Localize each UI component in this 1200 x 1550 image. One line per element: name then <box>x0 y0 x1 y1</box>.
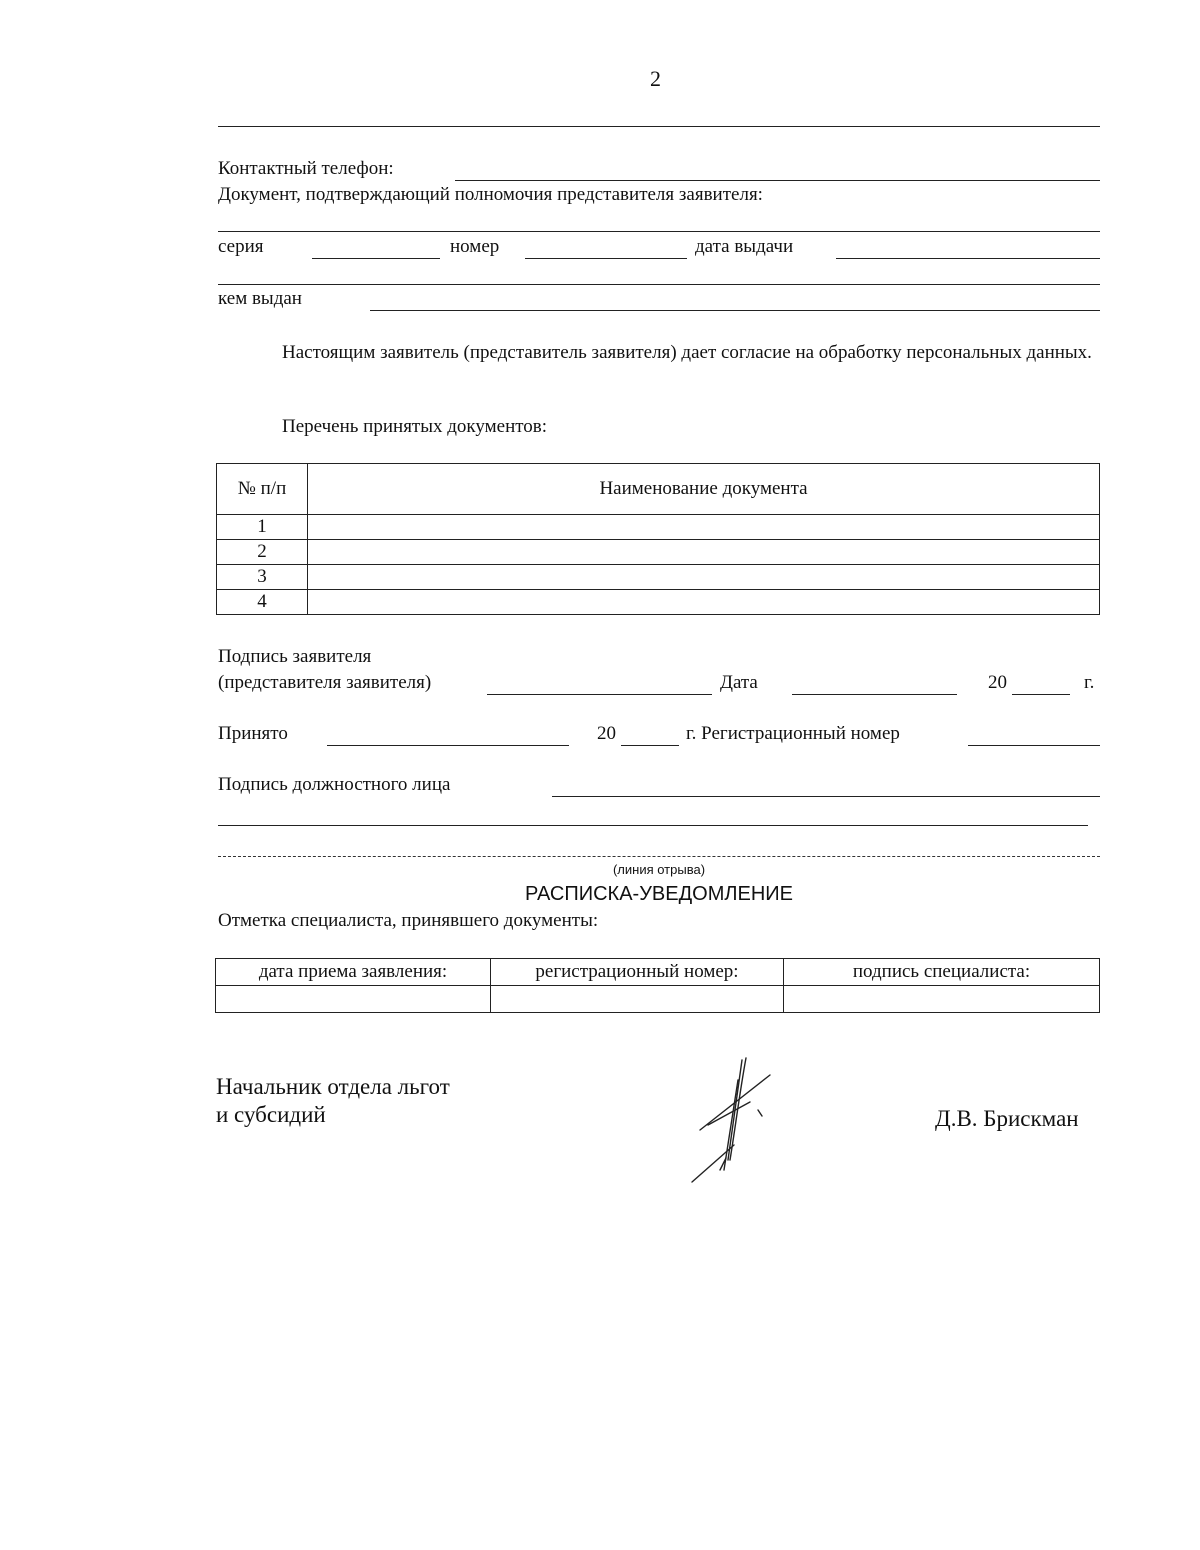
col-name-header: Наименование документа <box>308 464 1100 515</box>
documents-table <box>216 463 1100 615</box>
position-line-2: и субсидий <box>216 1102 326 1127</box>
year-suffix: г. <box>1084 672 1095 693</box>
receipt-table <box>215 958 1100 1013</box>
extra-rule <box>218 284 1100 285</box>
applicant-sign-label-1: Подпись заявителя <box>218 646 372 667</box>
date-field[interactable] <box>792 672 957 695</box>
top-rule <box>218 126 1100 127</box>
date-label: Дата <box>720 672 758 693</box>
applicant-sign-label-2: (представителя заявителя) <box>218 672 432 693</box>
row-number: 4 <box>217 590 308 615</box>
authority-doc-field[interactable] <box>218 231 1100 232</box>
contact-phone-label: Контактный телефон: <box>218 158 394 179</box>
accepted-year-field[interactable] <box>621 723 679 746</box>
receipt-title: РАСПИСКА-УВЕДОМЛЕНИЕ <box>525 883 793 905</box>
year-prefix: 20 <box>988 672 1007 693</box>
row-number: 3 <box>217 565 308 590</box>
document-name-cell[interactable] <box>308 515 1100 540</box>
table-row <box>217 565 1100 590</box>
table-row <box>216 986 1100 1013</box>
table-row <box>217 590 1100 615</box>
signatory-name: Д.В. Брискман <box>935 1106 1079 1131</box>
authority-doc-label: Документ, подтверждающий полномочия представителя заявителя: <box>218 184 763 205</box>
consent-text: Настоящим заявитель (представитель заявителя) дает согласие на обработку персональных данных. <box>282 342 1092 363</box>
position-line-1: Начальник отдела льгот <box>216 1074 450 1099</box>
applicant-sign-field[interactable] <box>487 672 712 695</box>
document-name-cell[interactable] <box>308 590 1100 615</box>
receipt-date-cell[interactable] <box>216 986 491 1013</box>
receipt-reg-number-cell[interactable] <box>491 986 784 1013</box>
issue-date-field[interactable] <box>836 236 1100 259</box>
documents-heading: Перечень принятых документов: <box>282 416 548 437</box>
official-sign-label: Подпись должностного лица <box>218 774 451 795</box>
reg-number-label: г. Регистрационный номер <box>686 723 900 744</box>
issue-date-label: дата выдачи <box>695 236 794 257</box>
page-number: 2 <box>650 66 661 91</box>
number-label: номер <box>450 236 500 257</box>
tear-line-label: (линия отрыва) <box>612 862 706 877</box>
table-row <box>217 540 1100 565</box>
receipt-col-reg-number: регистрационный номер: <box>491 959 784 986</box>
year-field[interactable] <box>1012 672 1070 695</box>
row-number: 1 <box>217 515 308 540</box>
series-field[interactable] <box>312 236 440 259</box>
row-number: 2 <box>217 540 308 565</box>
col-number-header: № п/п <box>217 464 308 515</box>
accepted-field[interactable] <box>327 723 569 746</box>
issued-by-label: кем выдан <box>218 288 302 309</box>
document-name-cell[interactable] <box>308 540 1100 565</box>
accepted-year-prefix: 20 <box>597 723 616 744</box>
reg-number-field[interactable] <box>968 723 1100 746</box>
accepted-label: Принято <box>218 723 288 744</box>
receipt-note: Отметка специалиста, принявшего документы: <box>218 910 599 931</box>
official-sign-field[interactable] <box>552 774 1100 797</box>
receipt-col-signature: подпись специалиста: <box>784 959 1100 986</box>
table-row <box>217 515 1100 540</box>
receipt-col-date: дата приема заявления: <box>216 959 491 986</box>
number-field[interactable] <box>525 236 687 259</box>
contact-phone-field[interactable] <box>455 158 1100 181</box>
tear-line <box>218 856 1100 857</box>
issued-by-field[interactable] <box>370 288 1100 311</box>
receipt-signature-cell[interactable] <box>784 986 1100 1013</box>
handwritten-signature <box>680 1050 780 1190</box>
bottom-rule <box>218 825 1088 826</box>
document-name-cell[interactable] <box>308 565 1100 590</box>
series-label: серия <box>218 236 264 257</box>
